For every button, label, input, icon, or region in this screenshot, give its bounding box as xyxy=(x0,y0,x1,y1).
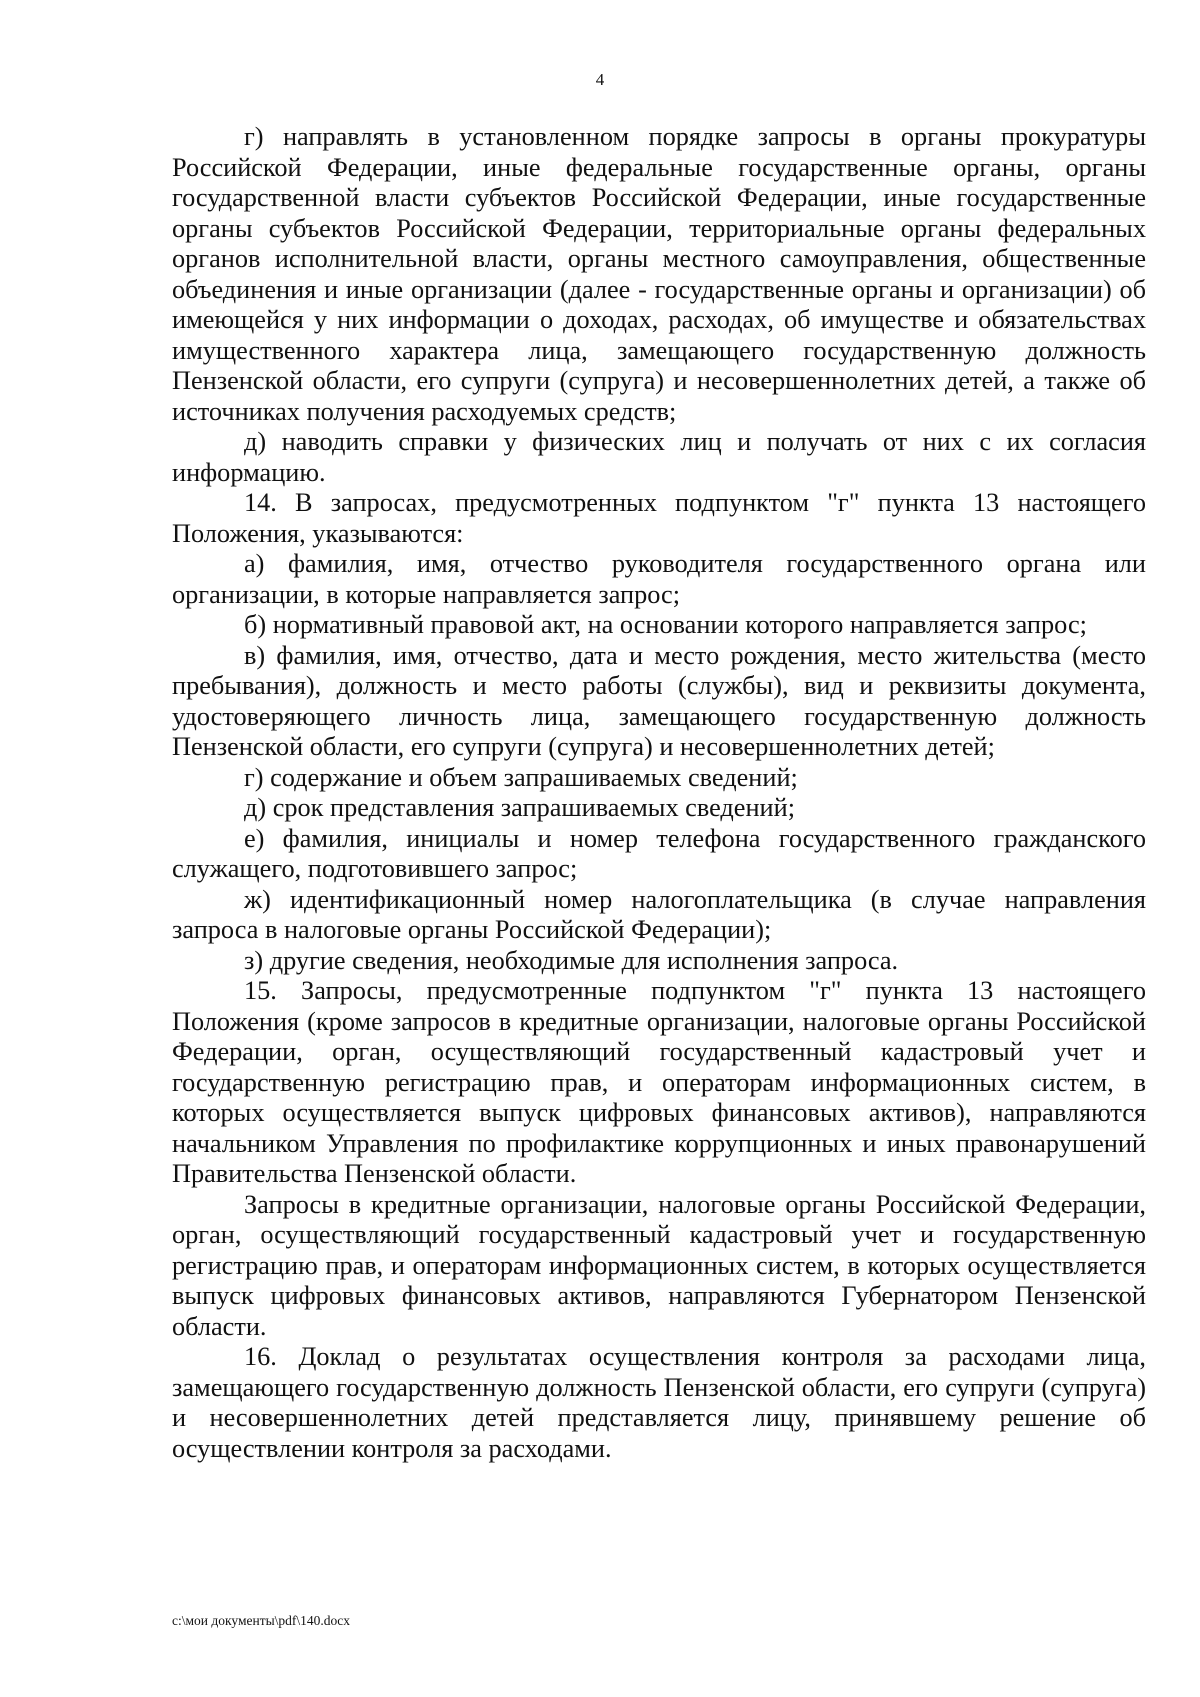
paragraph-15: 15. Запросы, предусмотренные подпунктом "г" пункта 13 настоящего Положения (кроме запросов в кредитные организации, налоговые органы Российской Федерации, орган, осуществляющий государственный кадастровый учет и государственную регистрацию прав, и операторам информационных систем, в которых осуществляется выпуск цифровых финансовых активов), направляются начальником Управления по профилактике коррупционных и иных правонарушений Правительства Пензенской области. xyxy=(172,976,1146,1188)
paragraph-16: 16. Доклад о результатах осуществления контроля за расходами лица, замещающего государственную должность Пензенской области, его супруги (супруга) и несовершеннолетних детей представляется лицу, принявшему решение об осуществлении контроля за расходами. xyxy=(172,1342,1146,1463)
paragraph-14d: д) срок представления запрашиваемых сведений; xyxy=(244,793,796,822)
paragraph-14zh: ж) идентификационный номер налогоплательщика (в случае направления запроса в налоговые органы Российской Федерации); xyxy=(172,884,1146,944)
paragraph-13g: г) направлять в установленном порядке запросы в органы прокуратуры Российской Федерации, иные федеральные государственные органы, органы государственной власти субъектов Российской Федерации, иные государственные органы субъектов Российской Федерации, территориальные органы федеральных органов исполнительной власти, органы местного самоуправления, общественные объединения и иные организации (далее - государственные органы и организации) об имеющейся у них информации о доходах, расходах, об имуществе и обязательствах имущественного характера лица, замещающего государственную должность Пензенской области, его супруги (супруга) и несовершеннолетних детей, а также об источниках получения расходуемых средств; xyxy=(172,122,1146,426)
paragraph-14v: в) фамилия, имя, отчество, дата и место рождения, место жительства (место пребывания), должность и место работы (службы), вид и реквизиты документа, удостоверяющего личность лица, замещающего государственную должность Пензенской области, его супруги (супруга) и несовершеннолетних детей; xyxy=(172,640,1146,761)
paragraph-14e: е) фамилия, инициалы и номер телефона государственного гражданского служащего, подготовившего запрос; xyxy=(172,823,1146,883)
paragraph-15-2: Запросы в кредитные организации, налоговые органы Российской Федерации, орган, осуществляющий государственный кадастровый учет и государственную регистрацию прав, и операторам информационных систем, в которых осуществляется выпуск цифровых финансовых активов, направляются Губернатором Пензенской области. xyxy=(172,1189,1146,1341)
paragraph-14z: з) другие сведения, необходимые для исполнения запроса. xyxy=(244,945,899,975)
paragraph-14g: г) содержание и объем запрашиваемых сведений; xyxy=(244,762,798,792)
paragraph-14b: б) нормативный правовой акт, на основании которого направляется запрос; xyxy=(244,610,1087,639)
page-number: 4 xyxy=(595,70,605,89)
footer-file-path: c:\мои документы\pdf\140.docx xyxy=(172,1613,351,1628)
paragraph-13d: д) наводить справки у физических лиц и получать от них с их согласия информацию. xyxy=(172,427,1146,487)
document-body xyxy=(172,122,1146,1464)
paragraph-14a: а) фамилия, имя, отчество руководителя государственного органа или организации, в которые направляется запрос; xyxy=(172,549,1146,609)
paragraph-14: 14. В запросах, предусмотренных подпунктом "г" пункта 13 настоящего Положения, указываются: xyxy=(172,488,1146,548)
